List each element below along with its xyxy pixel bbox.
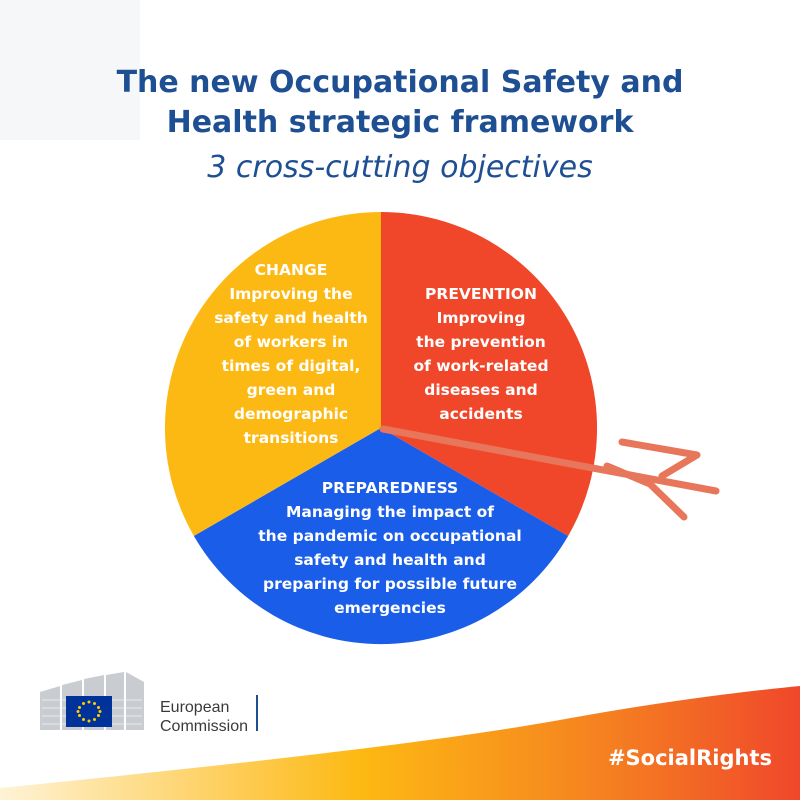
organization-name-line-1: European bbox=[160, 699, 230, 716]
logo-divider bbox=[256, 695, 258, 731]
organization-name bbox=[160, 698, 248, 736]
segment-change-line: demographic bbox=[233, 405, 349, 423]
segment-change-line: Improving the bbox=[229, 285, 353, 303]
segment-change-line: green and bbox=[246, 381, 336, 399]
segment-prevention-line: the prevention bbox=[416, 333, 546, 351]
hashtag-label: #SocialRights bbox=[607, 746, 772, 770]
segment-prevention-line: accidents bbox=[439, 405, 523, 423]
segment-preparedness-line: Managing the impact of bbox=[285, 503, 495, 521]
segment-preparedness-line: safety and health and bbox=[294, 551, 486, 569]
segment-change-line: transitions bbox=[243, 429, 339, 447]
page-title-line-1: The new Occupational Safety and bbox=[116, 65, 684, 100]
segment-change-line: of workers in bbox=[233, 333, 349, 351]
segment-change-heading: CHANGE bbox=[254, 261, 328, 279]
segment-change-text bbox=[200, 258, 382, 450]
page-subtitle: 3 cross-cutting objectives bbox=[207, 150, 593, 185]
page-title-line-2: Health strategic framework bbox=[166, 105, 634, 140]
segment-prevention-line: of work-related bbox=[413, 357, 549, 375]
segment-change-line: safety and health bbox=[214, 309, 368, 327]
segment-preparedness-line: emergencies bbox=[334, 599, 446, 617]
segment-prevention-line: diseases and bbox=[424, 381, 538, 399]
segment-prevention-text bbox=[396, 282, 566, 426]
segment-prevention-line: Improving bbox=[436, 309, 526, 327]
segment-preparedness-line: preparing for possible future bbox=[263, 575, 517, 593]
segment-preparedness-line: the pandemic on occupational bbox=[258, 527, 522, 545]
segment-change-line: times of digital, bbox=[221, 357, 361, 375]
organization-name-line-2: Commission bbox=[160, 718, 249, 735]
segment-preparedness-heading: PREPAREDNESS bbox=[321, 479, 459, 497]
segment-prevention-heading: PREVENTION bbox=[425, 285, 537, 303]
segment-preparedness-text bbox=[240, 476, 540, 620]
